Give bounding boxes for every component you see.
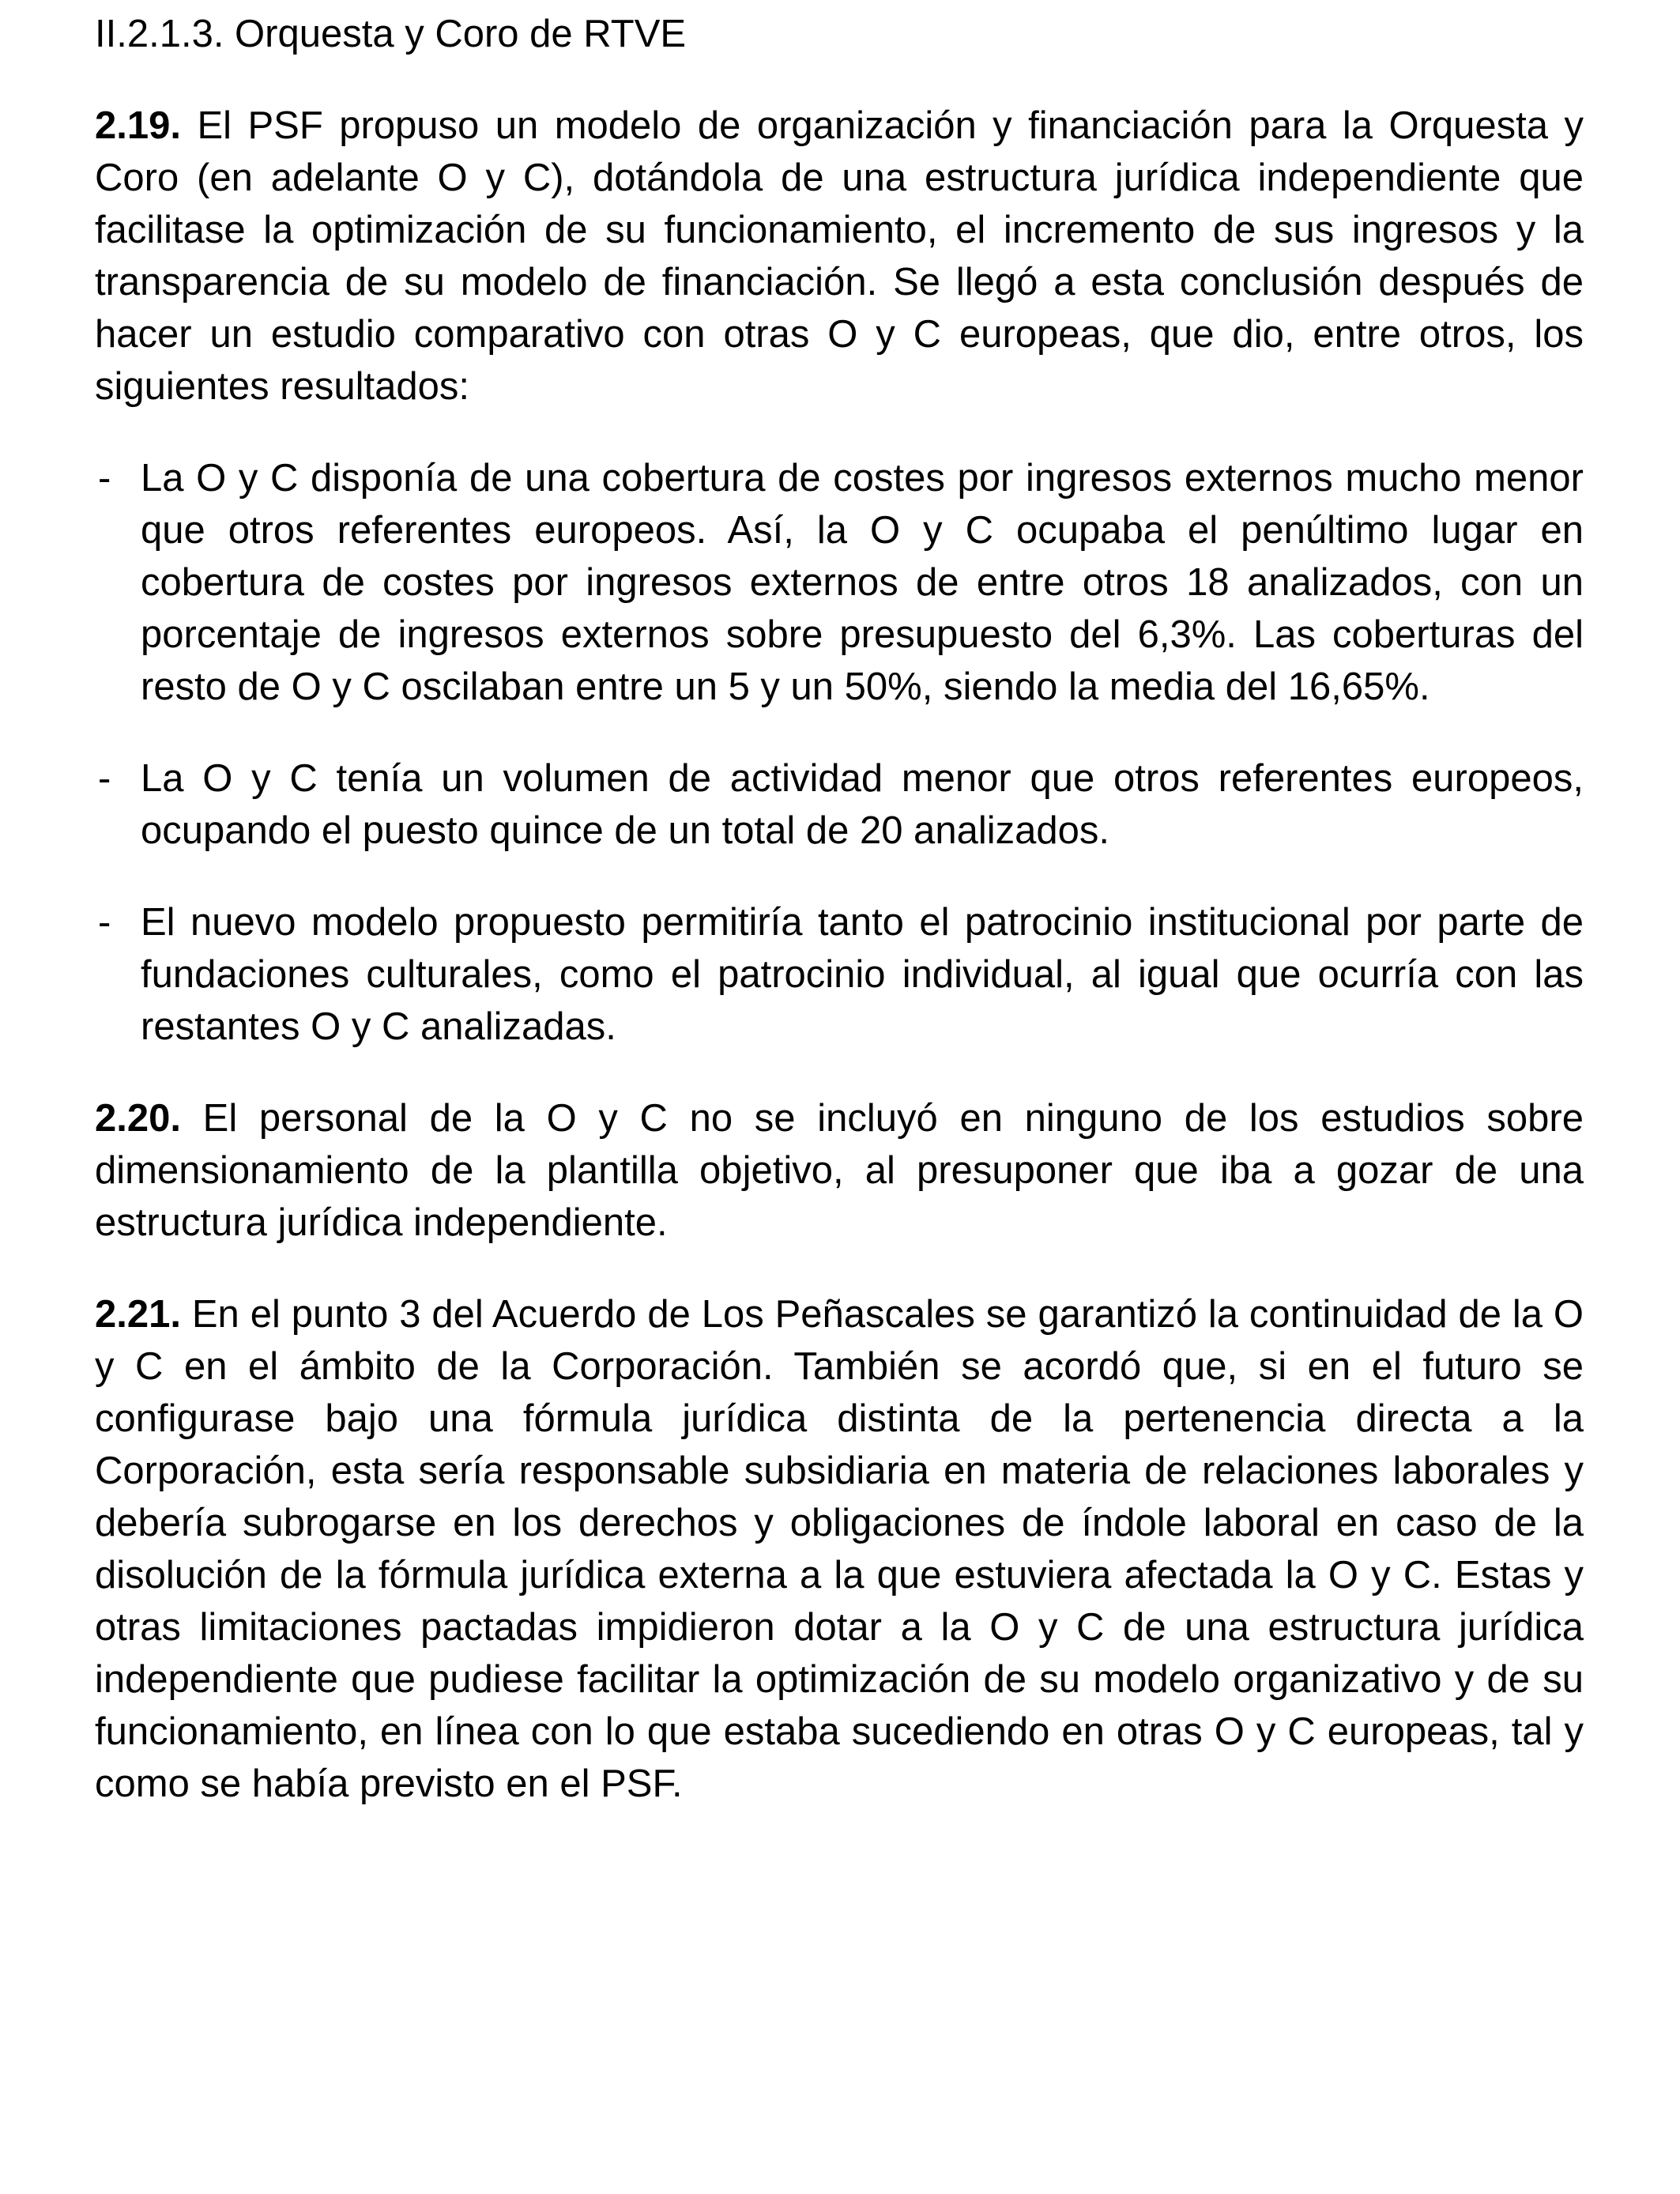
list-item [95,752,1584,857]
paragraph-text: En el punto 3 del Acuerdo de Los Peñascales se garantizó la continuidad de la O y C en el ámbito de la Corporación. También se acordó que, si en el futuro se configurase bajo una fórmula jurídica distinta de la pertenencia directa a la Corporación, esta sería responsable subsidiaria en materia de relaciones laborales y debería subrogarse en los derechos y obligaciones de índole laboral en caso de la disolución de la fórmula jurídica externa a la que estuviera afectada la O y C. Estas y otras limitaciones pactadas impidieron dotar a la O y C de una estructura jurídica independiente que pudiese facilitar la optimización de su modelo organizativo y de su funcionamiento, en línea con lo que estaba sucediendo en otras O y C europeas, tal y como se había previsto en el PSF. [95,1293,1584,1805]
paragraph-text: El personal de la O y C no se incluyó en ninguno de los estudios sobre dimensionamiento de la plantilla objetivo, al presuponer que iba a gozar de una estructura jurídica independiente. [95,1097,1584,1244]
paragraph-2-19 [95,100,1584,413]
list-item-text: La O y C disponía de una cobertura de costes por ingresos externos mucho menor que otros referentes europeos. Así, la O y C ocupaba el penúltimo lugar en cobertura de costes por ingresos externos de entre otros 18 analizados, con un porcentaje de ingresos externos sobre presupuesto del 6,3%. Las coberturas del resto de O y C oscilaban entre un 5 y un 50%, siendo la media del 16,65%. [141,457,1584,708]
list-item [95,896,1584,1053]
paragraph-number: 2.21. [95,1293,181,1336]
document-page [95,0,1584,1810]
list-item [95,452,1584,713]
findings-list [95,452,1584,1053]
bullet-dash: - [98,757,111,800]
bullet-dash: - [98,457,111,499]
paragraph-text: El PSF propuso un modelo de organización y financiación para la Orquesta y Coro (en adelante O y C), dotándola de una estructura jurídica independiente que facilitase la optimización de su funcionamiento, el incremento de sus ingresos y la transparencia de su modelo de financiación. Se llegó a esta conclusión después de hacer un estudio comparativo con otras O y C europeas, que dio, entre otros, los siguientes resultados: [95,104,1584,408]
paragraph-number: 2.19. [95,104,181,147]
section-heading: II.2.1.3. Orquesta y Coro de RTVE [95,13,687,55]
paragraph-number: 2.20. [95,1097,181,1140]
bullet-dash: - [98,901,111,944]
paragraph-2-20 [95,1092,1584,1249]
list-item-text: La O y C tenía un volumen de actividad menor que otros referentes europeos, ocupando el puesto quince de un total de 20 analizados. [141,757,1584,852]
list-item-text: El nuevo modelo propuesto permitiría tanto el patrocinio institucional por parte de fundaciones culturales, como el patrocinio individual, al igual que ocurría con las restantes O y C analizadas. [141,901,1584,1048]
paragraph-2-21 [95,1288,1584,1810]
